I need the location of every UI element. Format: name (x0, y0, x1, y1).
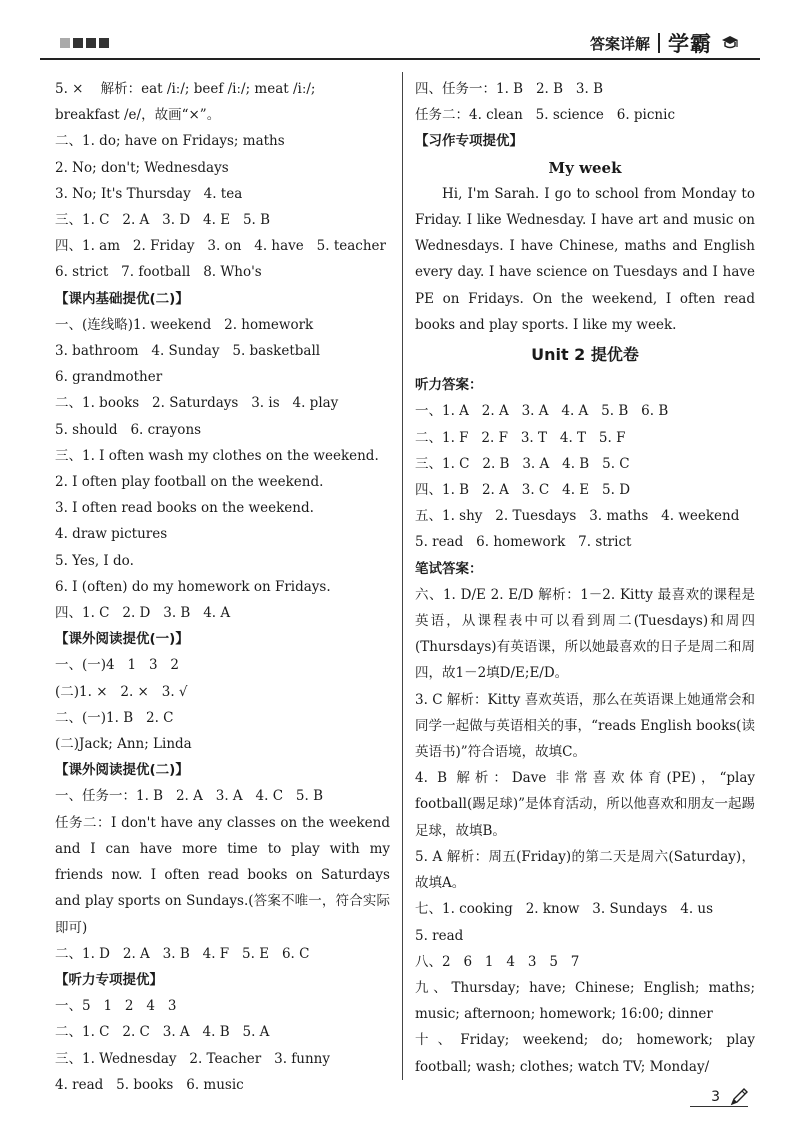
footer-rule (690, 1106, 748, 1107)
answer-line: (二)1. × 2. × 3. √ (55, 683, 188, 700)
left-column (55, 76, 390, 1098)
answer-line: 三、1. C 2. B 3. A 4. B 5. C (415, 455, 630, 472)
header-right (590, 28, 740, 58)
section-heading: 【课内基础提优(二)】 (55, 290, 189, 307)
header-decoration (60, 38, 109, 48)
page-header (40, 26, 760, 60)
answer-paragraph: 九、Thursday; have; Chinese; English; maths; music; afternoon; homework; 16:00; dinner (415, 979, 755, 1023)
graduation-cap-icon (720, 34, 740, 52)
answer-line: 二、1. F 2. F 3. T 4. T 5. F (415, 429, 626, 446)
answer-line: 2. I often play football on the weekend. (55, 474, 324, 491)
answer-line: 4. read 5. books 6. music (55, 1076, 244, 1093)
answer-line: 5. should 6. crayons (55, 421, 202, 438)
answer-line: 5. read 6. homework 7. strict (415, 534, 632, 551)
answer-paragraph: 十、Friday; weekend; do; homework; play football; wash; clothes; watch TV; Monday/ (415, 1032, 755, 1075)
answer-line: 四、任务一：1. B 2. B 3. B (415, 81, 604, 97)
answer-line: 6. strict 7. football 8. Who's (55, 264, 262, 281)
answer-line: 八、2 6 1 4 3 5 7 (415, 953, 580, 970)
answer-line: 一、1. A 2. A 3. A 4. A 5. B 6. B (415, 403, 669, 420)
answer-line: 二、1. books 2. Saturdays 3. is 4. play (55, 395, 339, 412)
answer-line: 五、1. shy 2. Tuesdays 3. maths 4. weekend (415, 508, 740, 525)
header-separator (658, 33, 660, 53)
right-column (415, 76, 755, 1080)
section-heading: 【课外阅读提优(二)】 (55, 762, 189, 779)
column-divider (402, 72, 403, 1080)
answer-line: 5. Yes, I do. (55, 552, 134, 569)
section-heading: 【听力专项提优】 (55, 971, 163, 988)
answer-line: 二、(一)1. B 2. C (55, 709, 174, 726)
answer-line: 一、任务一：1. B 2. A 3. A 4. C 5. B (55, 788, 324, 805)
answer-line: 二、1. D 2. A 3. B 4. F 5. E 6. C (55, 945, 310, 962)
answer-line: 七、1. cooking 2. know 3. Sundays 4. us (415, 901, 714, 918)
answer-paragraph: 4. B 解析：Dave 非常喜欢体育(PE)，“play football(踢足球)”是体育活动，所以他喜欢和朋友一起踢足球，故填B。 (415, 770, 755, 839)
answer-line: 三、1. Wednesday 2. Teacher 3. funny (55, 1050, 330, 1067)
page-footer (711, 1086, 750, 1108)
answer-line: 四、1. C 2. D 3. B 4. A (55, 605, 231, 622)
section-label: 答案详解 (589, 34, 650, 53)
answer-line: 6. grandmother (55, 369, 163, 386)
answer-line: breakfast /e/，故画“×”。 (55, 107, 221, 124)
answer-line: 一、(连线略)1. weekend 2. homework (55, 316, 314, 333)
answer-paragraph: 5. A 解析：周五(Friday)的第二天是周六(Saturday)，故填A。 (415, 848, 755, 892)
section-heading: 【习作专项提优】 (415, 133, 523, 150)
answer-line: 三、1. C 2. A 3. D 4. E 5. B (55, 212, 271, 229)
answer-line: 一、5 1 2 4 3 (55, 998, 177, 1015)
answer-line: 5. × 解析：eat /iː/; beef /iː/; meat /iː/; (55, 81, 316, 97)
answer-line: 四、1. am 2. Friday 3. on 4. have 5. teacher (55, 238, 387, 255)
brand-logo: 学霸 (668, 32, 712, 56)
answer-paragraph: 3. C 解析：Kitty 喜欢英语，那么在英语课上她通常会和同学一起做与英语相关的事，“reads English books(读英语书)”符合语境，故填C。 (415, 691, 755, 761)
answer-paragraph: 任务二：I don't have any classes on the weekend and I can have more time to play with my friends now. I often read books on Saturdays and play sports on Sundays.(答案不唯一，符合实际即可) (55, 814, 390, 936)
answer-line: 4. draw pictures (55, 526, 168, 543)
answer-line: 一、(一)4 1 3 2 (55, 657, 180, 674)
section-heading: 听力答案： (415, 377, 483, 394)
page-number: 3 (711, 1089, 720, 1105)
answer-line: 二、1. do; have on Fridays; maths (55, 133, 285, 150)
section-heading: 【课外阅读提优(一)】 (55, 631, 189, 648)
answer-line: 2. No; don't; Wednesdays (55, 159, 229, 176)
answer-line: (二)Jack; Ann; Linda (55, 736, 192, 753)
answer-line: 二、1. C 2. C 3. A 4. B 5. A (55, 1024, 270, 1041)
essay-paragraph: Hi, I'm Sarah. I go to school from Monday to Friday. I like Wednesday. I have art and music on Wednesdays. I have Chinese, maths and English every day. I have science on Tuesdays and I have PE on Fridays. On the weekend, I often read books and play sports. I like my week. (415, 185, 755, 333)
pencil-icon (728, 1086, 750, 1108)
answer-line: 3. bathroom 4. Sunday 5. basketball (55, 343, 321, 360)
essay-title: My week (548, 158, 622, 177)
answer-line: 5. read (415, 927, 464, 944)
unit-title: Unit 2 提优卷 (531, 345, 639, 365)
answer-paragraph: 六、1. D/E 2. E/D 解析：1－2. Kitty 最喜欢的课程是英语，从课程表中可以看到周二(Tuesdays)和周四(Thursdays)有英语课，所以她最喜欢的日子是周二和周四，故1－2填D/E;E/D。 (415, 586, 755, 682)
answer-line: 任务二：4. clean 5. science 6. picnic (415, 107, 676, 124)
answer-line: 三、1. I often wash my clothes on the weekend. (55, 447, 379, 464)
answer-line: 3. No; It's Thursday 4. tea (55, 185, 243, 202)
answer-line: 3. I often read books on the weekend. (55, 500, 314, 517)
answer-line: 6. I (often) do my homework on Fridays. (55, 578, 331, 595)
answer-line: 四、1. B 2. A 3. C 4. E 5. D (415, 482, 631, 499)
section-heading: 笔试答案： (415, 560, 483, 577)
